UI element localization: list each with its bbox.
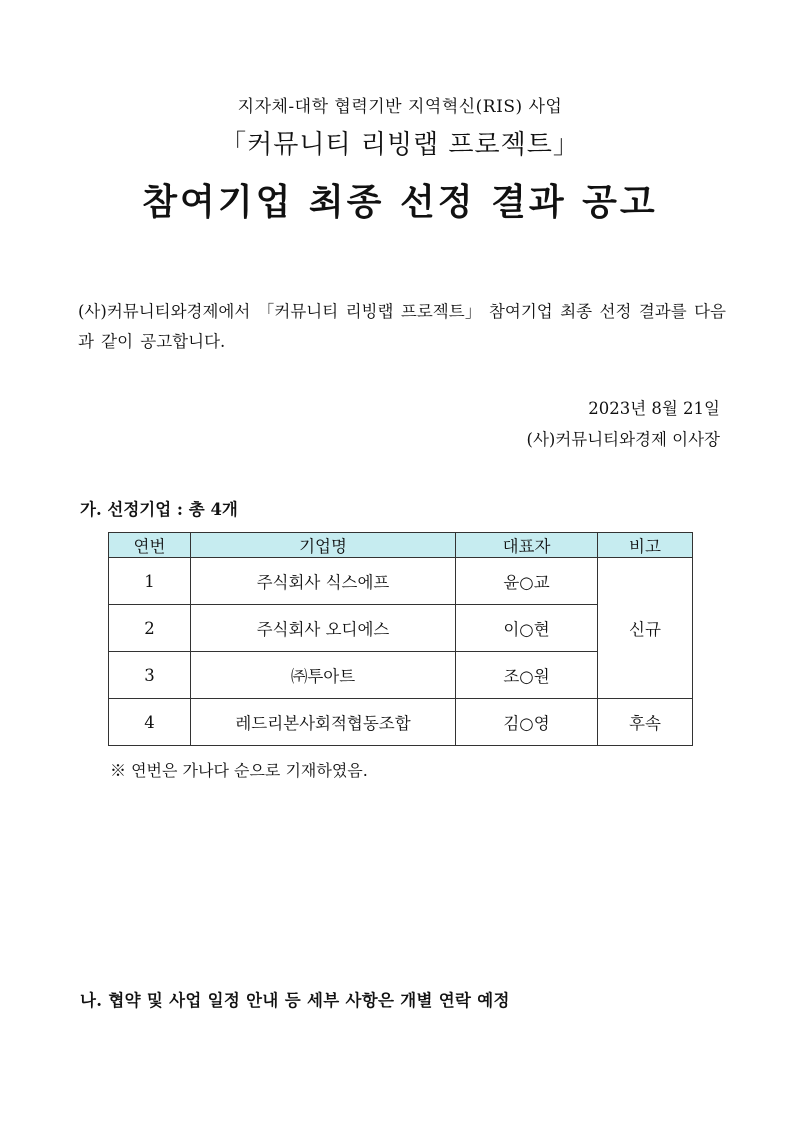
ceo-name: 윤○교 — [456, 558, 598, 605]
row-number: 2 — [109, 605, 191, 652]
row-number: 4 — [109, 699, 191, 746]
remark-follow: 후속 — [598, 699, 693, 746]
table-header-row — [109, 533, 693, 558]
document-subtitle: 지자체-대학 협력기반 지역혁신(RIS) 사업 — [237, 97, 563, 117]
row-number: 1 — [109, 558, 191, 605]
column-header-company: 기업명 — [191, 533, 456, 558]
column-header-number: 연번 — [109, 533, 191, 558]
table-row — [109, 699, 693, 746]
company-name: ㈜투아트 — [191, 652, 456, 699]
section-heading-selected-companies: 가. 선정기업 : 총 4개 — [80, 500, 238, 519]
table-row — [109, 558, 693, 605]
section-heading-schedule: 나. 협약 및 사업 일정 안내 등 세부 사항은 개별 연락 예정 — [80, 991, 510, 1010]
ceo-name: 김○영 — [456, 699, 598, 746]
announcement-body: (사)커뮤니티와경제에서 「커뮤니티 리빙랩 프로젝트」 참여기업 최종 선정 결과를 다음과 같이 공고합니다. — [78, 302, 726, 351]
table-footnote: ※ 연번은 가나다 순으로 기재하였음. — [110, 761, 368, 780]
column-header-ceo: 대표자 — [456, 533, 598, 558]
selected-companies-table — [108, 532, 693, 746]
ceo-name: 이○현 — [456, 605, 598, 652]
remark-new: 신규 — [598, 558, 693, 699]
project-name: 「커뮤니티 리빙랩 프로젝트」 — [220, 130, 580, 160]
page-title: 참여기업 최종 선정 결과 공고 — [142, 181, 658, 223]
company-name: 주식회사 식스에프 — [191, 558, 456, 605]
announcement-date: 2023년 8월 21일 — [588, 399, 720, 418]
ceo-name: 조○원 — [456, 652, 598, 699]
announcement-signer: (사)커뮤니티와경제 이사장 — [526, 430, 720, 449]
column-header-remarks: 비고 — [598, 533, 693, 558]
company-name: 레드리본사회적협동조합 — [191, 699, 456, 746]
company-name: 주식회사 오디에스 — [191, 605, 456, 652]
row-number: 3 — [109, 652, 191, 699]
